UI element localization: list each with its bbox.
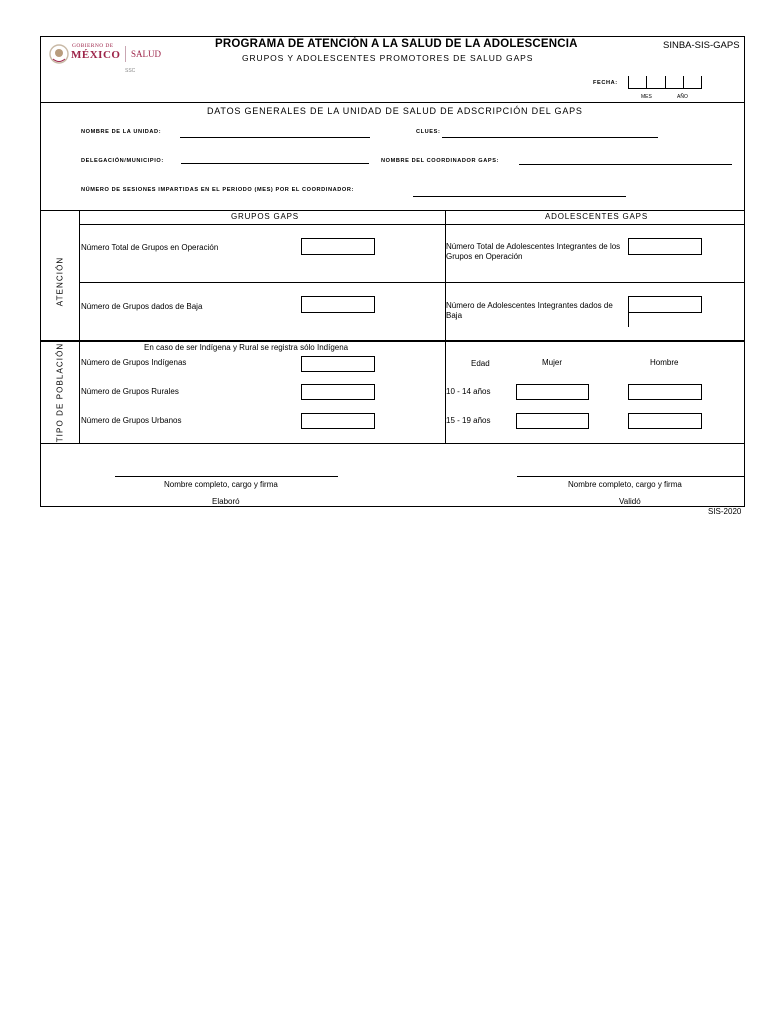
grupos-total-label: Número Total de Grupos en Operación [81,243,219,252]
hombre-label: Hombre [650,358,679,367]
side-divider [79,210,80,443]
grupos-heading: GRUPOS GAPS [231,212,299,221]
poblacion-side-label: TIPO DE POBLACIÓN [55,342,65,443]
logo [45,40,185,82]
general-heading: DATOS GENERALES DE LA UNIDAD DE SALUD DE ADSCRIPCIÓN DEL GAPS [207,106,583,116]
urbanos-input[interactable] [301,413,375,429]
adol-baja-input[interactable] [628,296,702,313]
form-code: SINBA-SIS-GAPS [663,40,740,51]
logo-small: SSC [125,68,136,74]
divider [40,443,745,444]
logo-dept: SALUD [131,49,162,59]
footer-code: SIS-2020 [708,507,742,516]
adol-total-input[interactable] [628,238,702,255]
age-row-label: 15 - 19 años [446,416,491,425]
grupos-total-input[interactable] [301,238,375,255]
firma-valido-role: Validó [619,497,641,506]
poblacion-side [40,342,79,443]
age-row-label: 10 - 14 años [446,387,491,396]
firma-elaboro-role: Elaboró [212,497,240,506]
coordinador-field[interactable] [519,164,732,165]
firma-valido-caption: Nombre completo, cargo y firma [568,480,682,489]
rurales-label: Número de Grupos Rurales [81,387,179,396]
fecha-field[interactable] [628,76,702,89]
sesiones-field[interactable] [413,196,626,197]
adol-total-label: Número Total de Adolescentes Integrantes de los Grupos en Operación [446,242,621,261]
mujer-10-14-input[interactable] [516,384,589,400]
grupos-baja-label: Número de Grupos dados de Baja [81,302,203,311]
firma-elaboro-line[interactable] [115,476,338,477]
logo-gov-main: MÉXICO [71,49,121,61]
divider [40,102,745,103]
mujer-label: Mujer [542,358,563,367]
unidad-field[interactable] [180,137,370,138]
coat-of-arms-icon [48,42,70,66]
atencion-side-label: ATENCIÓN [55,256,65,307]
indigenas-input[interactable] [301,356,375,372]
logo-gov-top: GOBIERNO DE [72,43,114,49]
logo-divider [125,46,126,62]
divider [79,282,745,283]
edad-label: Edad [471,359,490,368]
form-title: PROGRAMA DE ATENCIÓN A LA SALUD DE LA ADOLESCENCIA [215,38,578,50]
adol-baja-label: Número de Adolescentes Integrantes dados de Baja [446,301,613,320]
urbanos-label: Número de Grupos Urbanos [81,416,182,425]
clues-label: CLUES: [416,129,441,135]
anio-label: AÑO [677,94,688,100]
sesiones-label: NÚMERO DE SESIONES IMPARTIDAS EN EL PERIODO (MES) POR EL COORDINADOR: [81,187,354,193]
rurales-input[interactable] [301,384,375,400]
cell-tick [628,313,629,327]
poblacion-note: En caso de ser Indígena y Rural se registra sólo Indígena [144,343,349,352]
mes-label: MES [641,94,652,100]
mujer-15-19-input[interactable] [516,413,589,429]
firma-valido-line[interactable] [517,476,745,477]
grupos-baja-input[interactable] [301,296,375,313]
hombre-10-14-input[interactable] [628,384,702,400]
delegacion-field[interactable] [181,163,369,164]
hombre-15-19-input[interactable] [628,413,702,429]
divider [40,210,745,211]
fecha-label: FECHA: [593,80,618,86]
atencion-side [40,224,79,339]
adolescentes-heading: ADOLESCENTES GAPS [545,212,648,221]
unidad-label: NOMBRE DE LA UNIDAD: [81,129,162,135]
firma-elaboro-caption: Nombre completo, cargo y firma [164,480,278,489]
indigenas-label: Número de Grupos Indígenas [81,358,187,367]
form-subtitle: GRUPOS Y ADOLESCENTES PROMOTORES DE SALUD GAPS [242,53,534,63]
divider [40,340,745,342]
divider [79,224,745,225]
coordinador-label: NOMBRE DEL COORDINADOR GAPS: [381,158,500,164]
clues-field[interactable] [442,137,658,138]
delegacion-label: DELEGACIÓN/MUNICIPIO: [81,158,164,164]
